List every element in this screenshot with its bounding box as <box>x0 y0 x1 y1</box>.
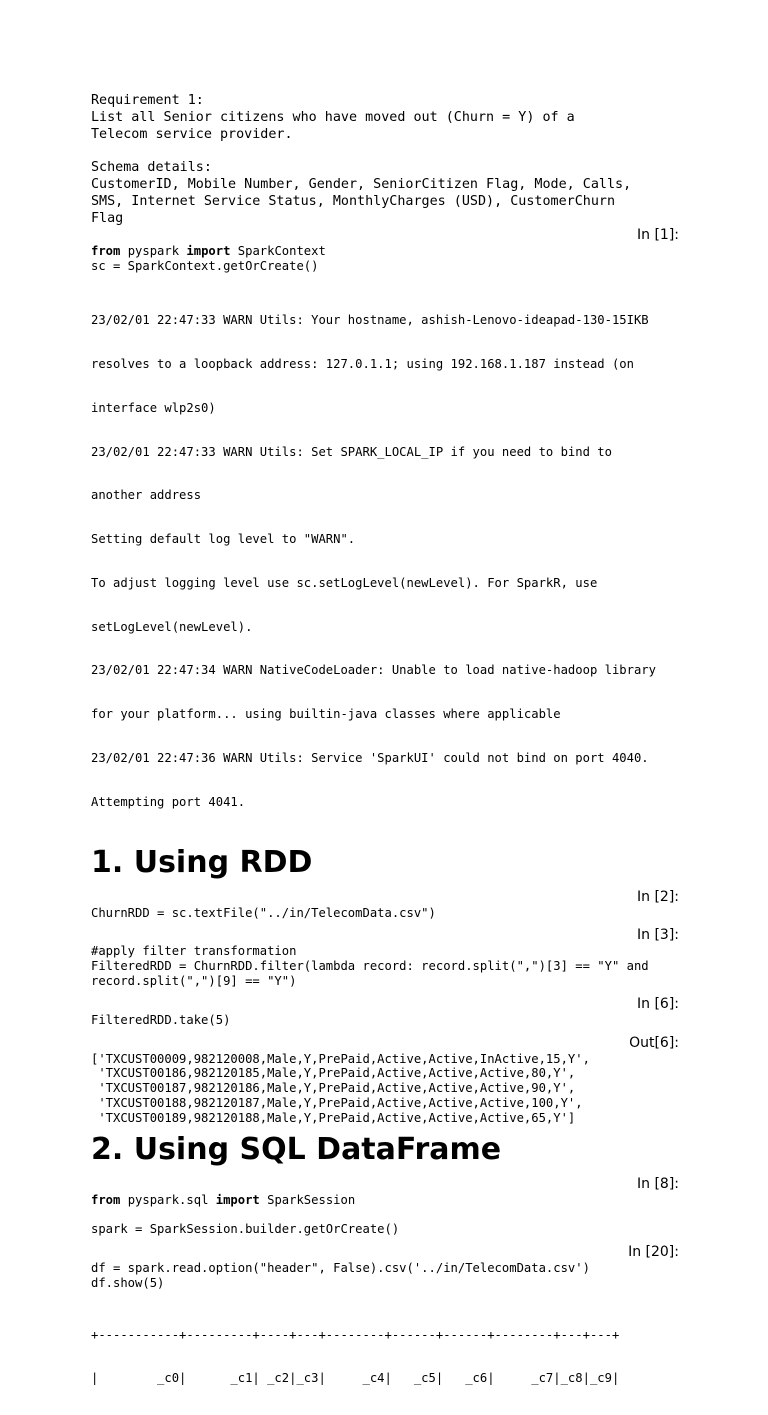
output-line: resolves to a loopback address: 127.0.1.1; using 192.168.1.187 instead (on <box>91 356 634 371</box>
table-border-line: +-----------+---------+----+---+--------+------+------+--------+---+---+ <box>91 1327 620 1342</box>
output-line: 23/02/01 22:47:34 WARN NativeCodeLoader: Unable to load native-hadoop library <box>91 663 656 678</box>
schema-text: CustomerID, Mobile Number, Gender, SeniorCitizen Flag, Mode, Calls, <box>91 176 632 192</box>
code-line: FilteredRDD = ChurnRDD.filter(lambda record: record.split(",")[3] == "Y" and <box>91 959 649 974</box>
output-line: 23/02/01 22:47:36 WARN Utils: Service 'SparkUI' could not bind on port 4040. <box>91 750 649 765</box>
code-line <box>91 1193 679 1208</box>
output-line: 'TXCUST00189,982120188,Male,Y,PrePaid,Active,Active,Active,65,Y'] <box>91 1110 576 1125</box>
output-line: another address <box>91 488 202 503</box>
output-line: 'TXCUST00186,982120185,Male,Y,PrePaid,Active,Active,Active,80,Y', <box>91 1066 576 1081</box>
output-line: setLogLevel(newLevel). <box>91 619 253 634</box>
markdown-cell <box>91 93 679 227</box>
code-line: df.show(5) <box>91 1275 165 1290</box>
code-text: SparkContext <box>230 244 326 259</box>
schema-title: Schema details: <box>91 160 212 176</box>
output-line: 'TXCUST00187,982120186,Male,Y,PrePaid,Active,Active,Active,90,Y', <box>91 1081 576 1096</box>
code-cell[interactable] <box>91 889 679 921</box>
output-line: 23/02/01 22:47:33 WARN Utils: Your hostname, ashish-Lenovo-ideapad-130-15IKB <box>91 313 649 328</box>
output-line: 23/02/01 22:47:33 WARN Utils: Set SPARK_LOCAL_IP if you need to bind to <box>91 444 612 459</box>
cell-output <box>91 1298 679 1415</box>
code-cell[interactable] <box>91 1244 679 1415</box>
output-cell <box>91 1035 679 1126</box>
input-prompt: In [1]: <box>637 227 679 244</box>
code-line: sc = SparkContext.getOrCreate() <box>91 259 319 274</box>
code-line: #apply filter transformation <box>91 944 297 959</box>
input-prompt: In [8]: <box>637 1175 679 1192</box>
requirement-title: Requirement 1: <box>91 93 204 108</box>
code-cell[interactable] <box>91 927 679 988</box>
schema-text: SMS, Internet Service Status, MonthlyCharges (USD), CustomerChurn <box>91 193 616 209</box>
code-text: SparkSession <box>259 1192 356 1207</box>
code-cell[interactable] <box>91 996 679 1028</box>
input-prompt: In [2]: <box>637 888 679 905</box>
schema-text: Flag <box>91 210 124 226</box>
section-heading: 1. Using RDD <box>91 844 313 880</box>
requirement-text: List all Senior citizens who have moved out (Churn = Y) of a <box>91 109 575 125</box>
code-line: ChurnRDD = sc.textFile("../in/TelecomData.csv") <box>91 905 436 920</box>
output-line: interface wlp2s0) <box>91 400 216 415</box>
code-line: df = spark.read.option("header", False).csv('../in/TelecomData.csv') <box>91 1260 590 1275</box>
code-line: spark = SparkSession.builder.getOrCreate() <box>91 1222 400 1237</box>
input-prompt: In [20]: <box>628 1243 679 1260</box>
output-prompt: Out[6]: <box>629 1034 679 1051</box>
notebook-page <box>91 93 679 1415</box>
table-header-line: | _c0| _c1| _c2|_c3| _c4| _c5| _c6| _c7|_c8|_c9| <box>91 1371 620 1386</box>
code-line: FilteredRDD.take(5) <box>91 1012 231 1027</box>
code-line: record.split(",")[9] == "Y") <box>91 973 297 988</box>
code-cell[interactable] <box>91 227 679 838</box>
section-heading: 2. Using SQL DataFrame <box>91 1131 502 1167</box>
code-line <box>91 244 679 259</box>
cell-output <box>91 284 679 839</box>
output-line: Setting default log level to "WARN". <box>91 532 356 547</box>
output-line: Attempting port 4041. <box>91 794 246 809</box>
requirement-text: Telecom service provider. <box>91 126 293 142</box>
output-line: 'TXCUST00188,982120187,Male,Y,PrePaid,Active,Active,Active,100,Y', <box>91 1095 583 1110</box>
input-prompt: In [3]: <box>637 927 679 944</box>
input-prompt: In [6]: <box>637 995 679 1012</box>
keyword: from <box>91 244 121 259</box>
keyword: import <box>186 244 231 259</box>
output-line: for your platform... using builtin-java classes where applicable <box>91 707 561 722</box>
code-text: pyspark.sql <box>120 1192 216 1207</box>
output-line: ['TXCUST00009,982120008,Male,Y,PrePaid,Active,Active,InActive,15,Y', <box>91 1051 590 1066</box>
code-cell[interactable] <box>91 1176 679 1237</box>
keyword: import <box>215 1192 260 1207</box>
output-line: To adjust logging level use sc.setLogLevel(newLevel). For SparkR, use <box>91 575 598 590</box>
code-text: pyspark <box>120 244 187 259</box>
keyword: from <box>91 1192 121 1207</box>
